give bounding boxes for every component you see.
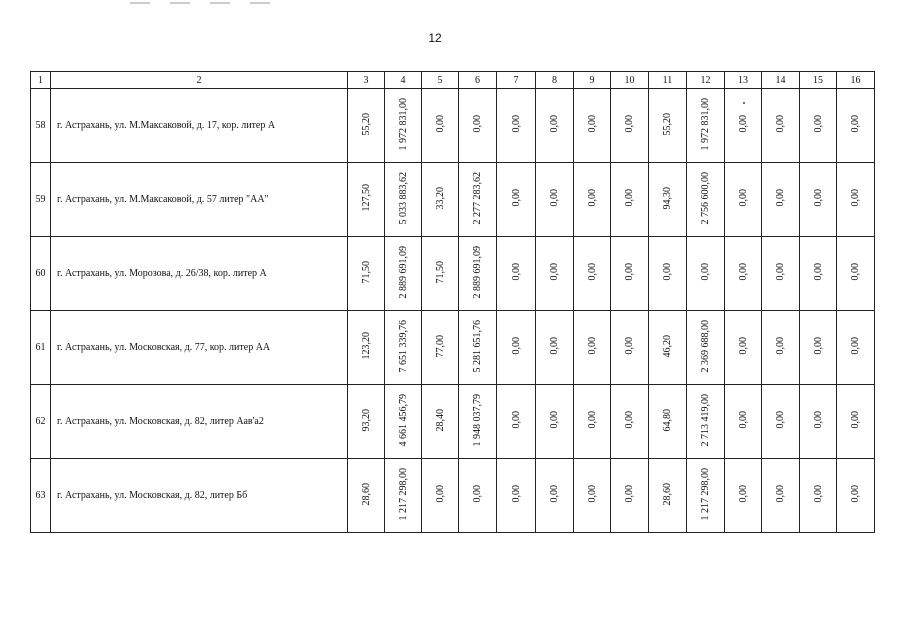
value-cell [459,459,497,533]
row-number: 58 [31,89,51,163]
value-cell [800,385,837,459]
value-cell [574,237,611,311]
property-register-table [30,71,875,533]
value-text: 0,00 [624,263,635,281]
value-text: 0,00 [775,485,786,503]
value-cell [611,237,649,311]
value-cell [687,163,725,237]
value-cell [348,163,385,237]
value-cell [649,237,687,311]
value-text: 0,00 [737,337,749,355]
value-cell [837,237,875,311]
value-text: 0,00 [510,411,522,429]
value-cell [536,459,574,533]
value-text: 5 281 651,76 [472,319,483,373]
value-cell [837,311,875,385]
value-text: 0,00 [434,485,446,503]
value-cell [611,89,649,163]
table-row [31,385,875,459]
value-cell [762,89,800,163]
value-text: 0,00 [737,189,749,207]
value-cell [725,311,762,385]
value-cell [574,385,611,459]
value-text: 0,00 [624,337,635,355]
value-text: 0,00 [737,485,749,503]
column-header: 14 [762,72,800,89]
header-row [31,72,875,89]
value-text: 0,00 [737,411,749,429]
value-text: 77,00 [434,334,446,358]
value-cell [687,385,725,459]
value-cell [800,311,837,385]
value-cell [574,163,611,237]
value-cell [422,311,459,385]
value-text: 0,00 [737,115,749,133]
value-text: 0,00 [812,115,824,133]
table-row [31,89,875,163]
value-text: 0,00 [624,189,635,207]
column-header: 11 [649,72,687,89]
value-cell [459,311,497,385]
page-number: 12 [428,31,442,45]
value-cell [459,385,497,459]
value-text: 0,00 [812,485,824,503]
row-number: 60 [31,237,51,311]
value-cell [649,89,687,163]
value-cell [536,237,574,311]
value-cell [725,237,762,311]
table-row [31,237,875,311]
row-number: 62 [31,385,51,459]
address-cell: г. Астрахань, ул. Московская, д. 82, литер Аав'а2 [51,385,348,459]
value-text: 0,00 [586,411,598,429]
value-cell [574,311,611,385]
column-header: 1 [31,72,51,89]
value-text: 0,00 [775,411,786,429]
value-text: 0,00 [850,115,861,133]
value-text: 0,00 [850,337,861,355]
value-text: 0,00 [775,337,786,355]
row-number: 59 [31,163,51,237]
value-text: 28,60 [360,482,372,506]
value-cell [725,459,762,533]
value-text: 1 972 831,00 [700,97,711,151]
value-cell [762,459,800,533]
value-text: 2 889 691,09 [397,245,409,299]
value-text: 0,00 [586,337,598,355]
value-text: 0,00 [850,485,861,503]
address-cell: г. Астрахань, ул. Морозова, д. 26/38, кор. литер А [51,237,348,311]
value-text: 2 889 691,09 [472,245,483,299]
value-text: 0,00 [549,189,560,207]
value-cell [687,89,725,163]
value-cell [422,89,459,163]
value-text: 0,00 [624,411,635,429]
value-text: 1 948 037,79 [472,393,483,447]
value-cell [536,311,574,385]
value-text: 0,00 [662,263,673,281]
value-cell [497,89,536,163]
value-text: 0,00 [549,337,560,355]
value-cell [725,385,762,459]
column-header: 3 [348,72,385,89]
value-cell [422,237,459,311]
value-cell [385,163,422,237]
value-text: 0,00 [510,485,522,503]
value-cell [536,385,574,459]
value-text: 71,50 [360,260,372,284]
value-cell [422,163,459,237]
value-text: 55,20 [360,112,372,136]
value-text: 0,00 [586,263,598,281]
value-cell [800,89,837,163]
value-text: 0,00 [737,263,749,281]
value-text: 0,00 [700,263,711,281]
value-cell [497,163,536,237]
value-cell [574,89,611,163]
value-cell [497,311,536,385]
value-text: 0,00 [510,189,522,207]
value-cell [837,385,875,459]
value-text: 0,00 [812,337,824,355]
value-cell [497,237,536,311]
value-cell [536,89,574,163]
column-header: 8 [536,72,574,89]
value-cell [348,237,385,311]
value-text: 0,00 [812,263,824,281]
column-header: 12 [687,72,725,89]
column-header: 4 [385,72,422,89]
value-cell [385,237,422,311]
value-cell [687,311,725,385]
value-text: 1 217 298,00 [397,467,409,521]
value-cell [800,163,837,237]
value-text: 123,20 [360,332,372,360]
row-number: 61 [31,311,51,385]
value-text: 7 651 339,76 [397,319,409,373]
value-cell [800,237,837,311]
value-text: 0,00 [586,485,598,503]
column-header: 6 [459,72,497,89]
value-cell [800,459,837,533]
value-text: 4 661 456,79 [397,393,409,447]
table-row [31,163,875,237]
value-cell [348,311,385,385]
value-text: 0,00 [510,263,522,281]
value-cell [762,385,800,459]
value-text: 46,20 [662,334,673,358]
column-header: 16 [837,72,875,89]
value-text: 2 369 688,00 [700,319,711,373]
value-cell [837,459,875,533]
value-cell [762,237,800,311]
value-cell [649,459,687,533]
value-text: 33,20 [434,186,446,210]
value-cell [348,385,385,459]
value-cell [459,163,497,237]
value-text: 0,00 [624,485,635,503]
value-text: 0,00 [549,115,560,133]
value-cell [497,459,536,533]
value-text: 0,00 [850,411,861,429]
column-header: 5 [422,72,459,89]
value-text: 2 713 419,00 [700,393,711,447]
scan-artifact [130,2,270,4]
value-text: 5 033 883,62 [397,171,409,225]
address-cell: г. Астрахань, ул. Московская, д. 77, кор. литер АА [51,311,348,385]
value-text: 0,00 [850,263,861,281]
value-text: 0,00 [624,115,635,133]
value-text: 0,00 [549,485,560,503]
value-text: 55,20 [662,112,673,136]
value-text: 0,00 [775,115,786,133]
value-cell [687,237,725,311]
address-cell: г. Астрахань, ул. Московская, д. 82, литер Бб [51,459,348,533]
value-cell [611,385,649,459]
value-cell [649,311,687,385]
value-text: 2 277 283,62 [472,171,483,225]
value-text: 0,00 [472,115,483,133]
value-text: 0,00 [549,411,560,429]
value-cell [385,311,422,385]
value-cell [422,385,459,459]
value-text: 93,20 [360,408,372,432]
value-cell [348,89,385,163]
value-cell [574,459,611,533]
value-text: 0,00 [510,115,522,133]
value-cell [725,163,762,237]
table-row [31,311,875,385]
value-text: 0,00 [586,115,598,133]
value-text: 0,00 [850,189,861,207]
value-cell [611,311,649,385]
column-header: 13 [725,72,762,89]
value-text: 1 972 831,00 [397,97,409,151]
value-cell [459,89,497,163]
value-cell [385,89,422,163]
column-header: 10 [611,72,649,89]
value-cell [611,459,649,533]
value-cell [649,385,687,459]
value-cell [762,163,800,237]
value-cell [837,89,875,163]
value-cell [611,163,649,237]
value-text: 0,00 [775,189,786,207]
value-cell [687,459,725,533]
value-text: 64,80 [662,408,673,432]
value-text: 0,00 [510,337,522,355]
value-cell [422,459,459,533]
value-text: 0,00 [472,485,483,503]
address-cell: г. Астрахань, ул. М.Максаковой, д. 17, кор. литер А [51,89,348,163]
value-cell [536,163,574,237]
value-text: 94,30 [662,186,673,210]
value-text: 28,40 [434,408,446,432]
column-header: 9 [574,72,611,89]
value-text: 0,00 [812,189,824,207]
table-row [31,459,875,533]
value-text: 28,60 [662,482,673,506]
row-number: 63 [31,459,51,533]
value-text: 0,00 [549,263,560,281]
value-text: 0,00 [812,411,824,429]
value-text: 2 756 600,00 [700,171,711,225]
value-cell [762,311,800,385]
value-text: 1 217 298,00 [700,467,711,521]
column-header: 15 [800,72,837,89]
value-cell [497,385,536,459]
value-cell [348,459,385,533]
value-text: 71,50 [434,260,446,284]
value-cell [459,237,497,311]
value-cell [725,89,762,163]
value-cell [385,385,422,459]
column-header: 7 [497,72,536,89]
value-cell [649,163,687,237]
value-cell [837,163,875,237]
value-text: 0,00 [434,115,446,133]
value-text: 127,50 [360,184,372,212]
value-text: 0,00 [586,189,598,207]
value-cell [385,459,422,533]
address-cell: г. Астрахань, ул. М.Максаковой, д. 57 литер "АА" [51,163,348,237]
value-text: 0,00 [775,263,786,281]
column-header: 2 [51,72,348,89]
